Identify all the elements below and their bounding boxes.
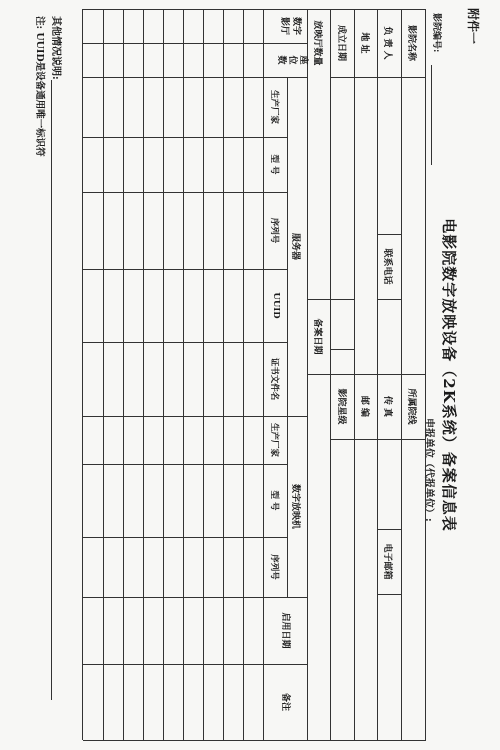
postcode-label: 邮 编 [359, 395, 369, 418]
other-notes-line[interactable] [51, 80, 52, 700]
record-date-label: 备案日期 [312, 318, 322, 355]
server-model-header: 型 号 [269, 154, 279, 175]
cinema-code-label: 影院编号: [431, 13, 441, 53]
contact-phone-label: 联系电话 [382, 248, 392, 285]
activation-date-header: 启用日期 [280, 612, 290, 649]
email-label: 电子邮箱 [382, 543, 392, 580]
projector-group-header: 数字放映机 [290, 483, 300, 529]
certificate-file-header: 证书文件名 [269, 357, 279, 401]
server-group-header: 服务器 [290, 232, 300, 260]
server-serial-header: 序列号 [269, 217, 279, 244]
hall-count-label: 放映厅数量 [312, 20, 322, 66]
established-date-label: 成立日期 [336, 24, 346, 61]
remarks-header: 备注 [280, 692, 290, 711]
applicant-label: 申报单位（代报单位）: [423, 418, 434, 522]
uuid-header: UUID [271, 292, 281, 319]
form-title: 电影院数字放映设备（2K系统）备案信息表 [440, 218, 458, 532]
affiliated-chain-label: 所属院线 [406, 388, 416, 425]
projector-manufacturer-header: 生产厂家 [269, 422, 279, 457]
digital-hall-header: 数字 影厅 [279, 16, 301, 35]
server-manufacturer-header: 生产厂家 [269, 89, 279, 124]
projector-model-header: 型 号 [269, 490, 279, 511]
attachment-label: 附件一 [466, 8, 480, 45]
other-notes-label: 其他情况说明: [50, 16, 61, 80]
uuid-footnote: 注: UUID是设备通用唯一标识符 [34, 16, 45, 157]
address-label: 地 址 [359, 32, 369, 54]
cinema-name-label: 影院名称 [406, 24, 416, 61]
cinema-level-label: 影院星级 [336, 388, 346, 425]
responsible-person-label: 负 责 人 [382, 26, 392, 60]
fax-label: 传 真 [382, 395, 392, 418]
seat-count-header: 座 位 数 [276, 55, 308, 65]
projector-serial-header: 序列号 [269, 554, 279, 580]
